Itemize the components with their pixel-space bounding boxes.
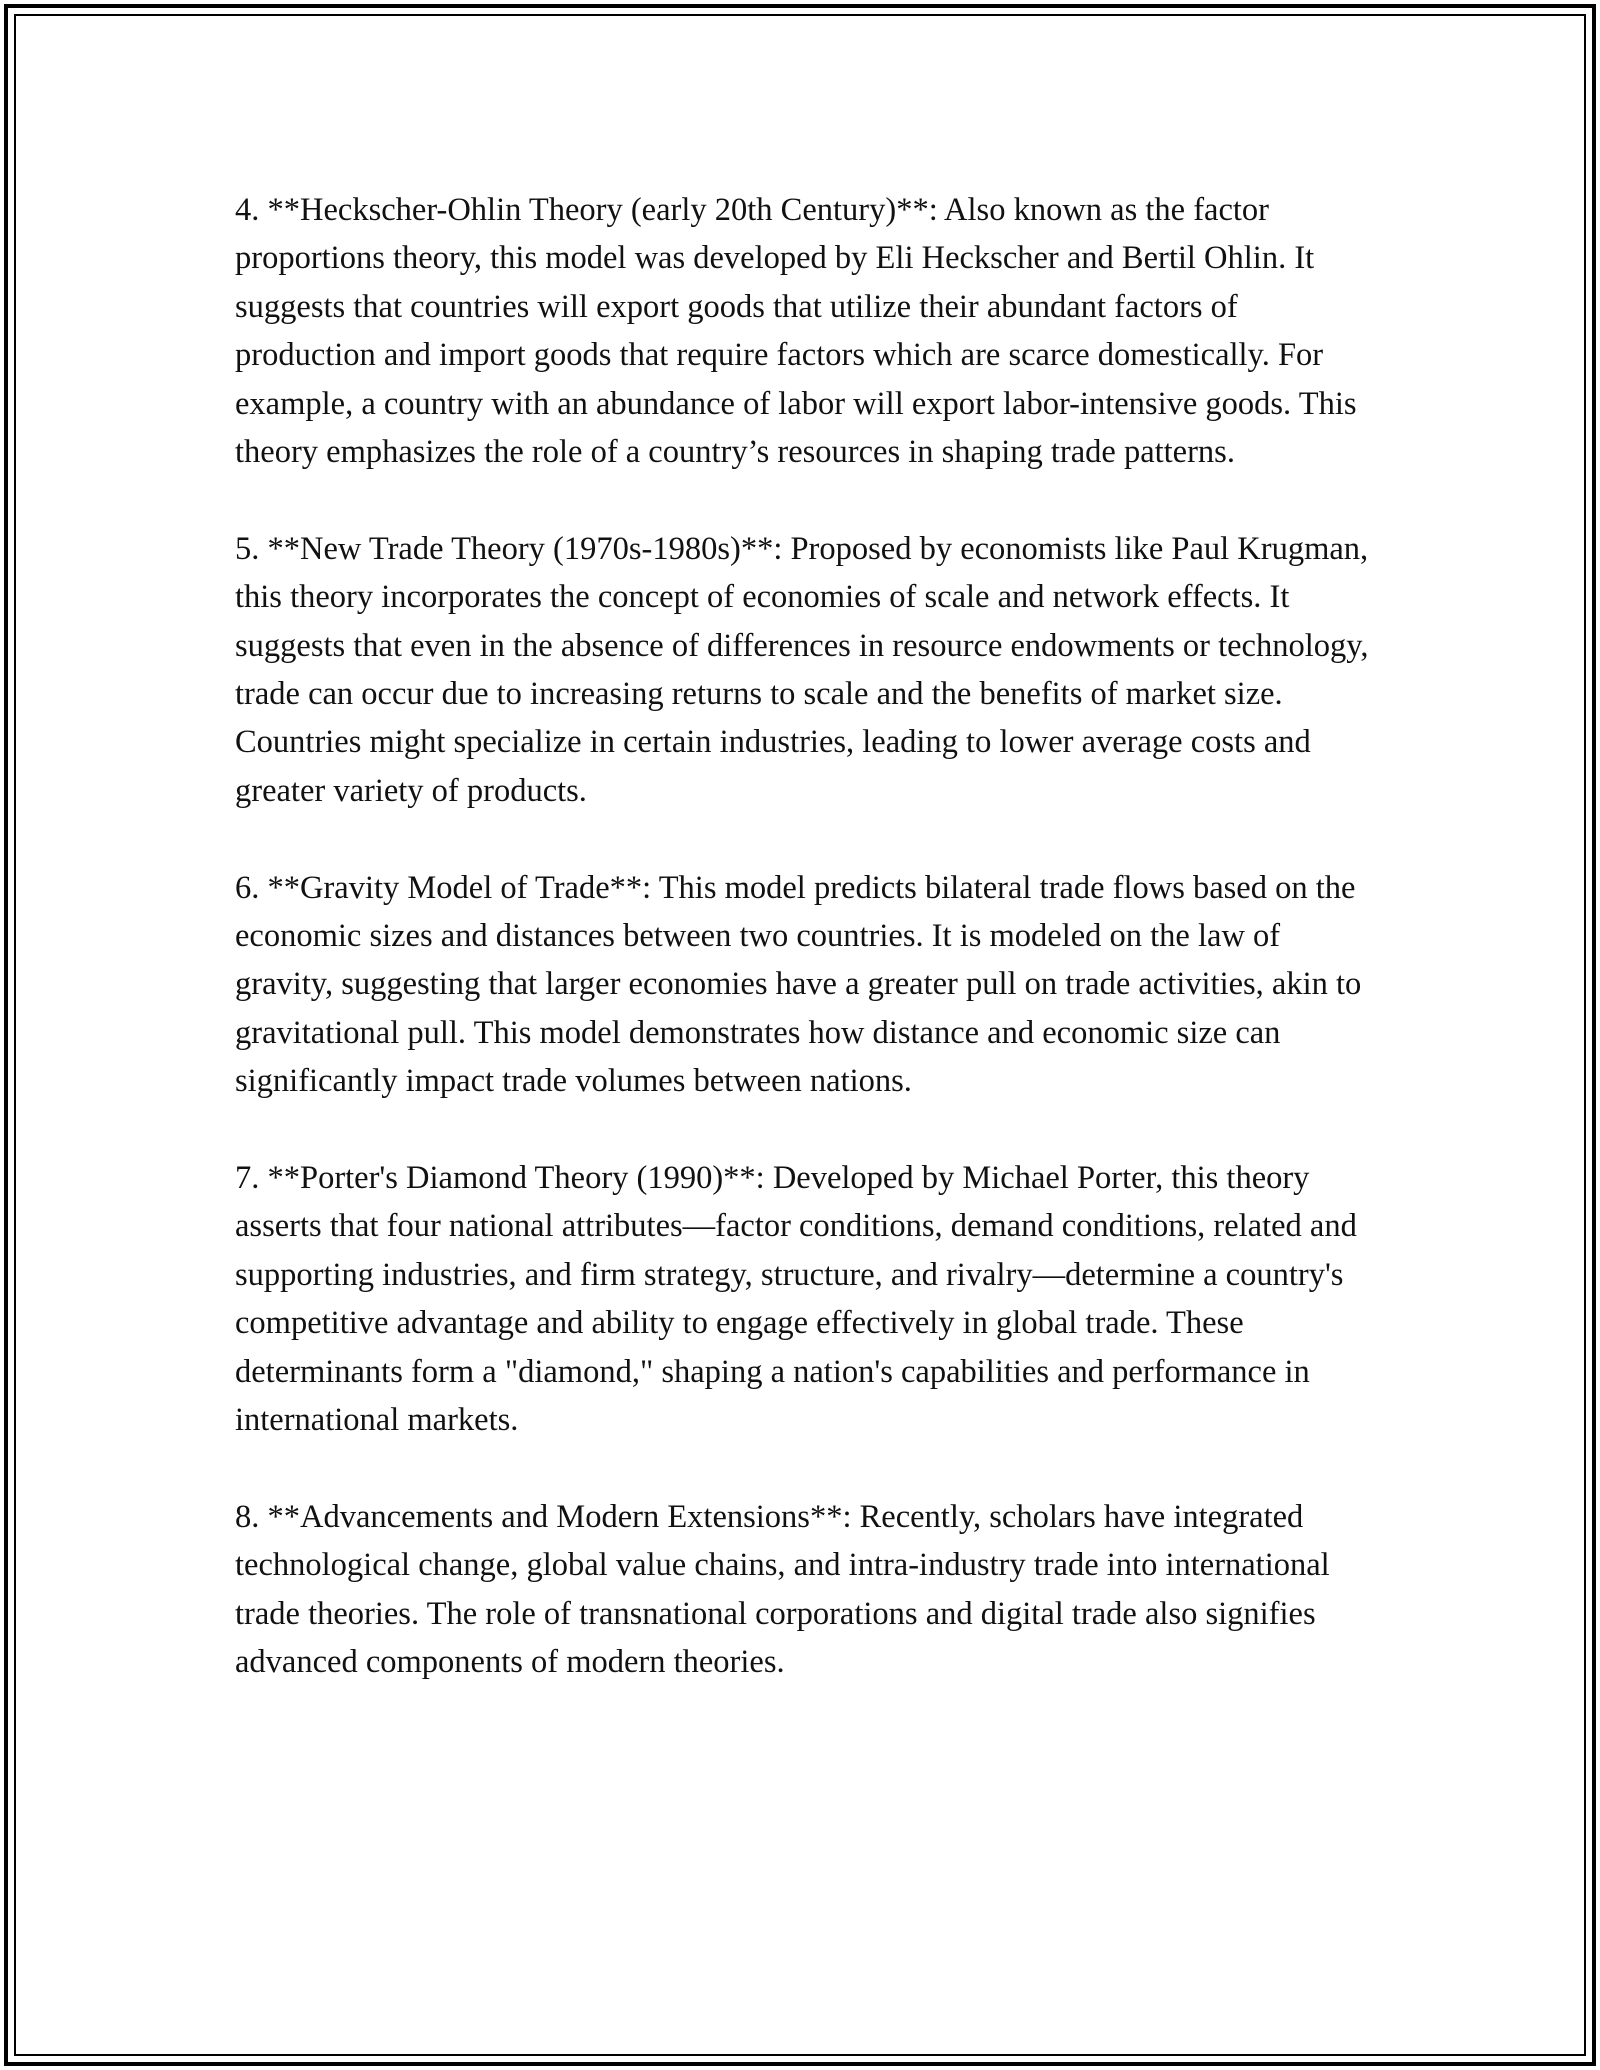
- paragraph-heckscher-ohlin: 4. **Heckscher-Ohlin Theory (early 20th Century)**: Also known as the factor proportions theory, this model was developed by Eli Heckscher and Bertil Ohlin. It suggests that countries will export goods that utilize their abundant factors of production and import goods that require factors which are scarce domestically. For example, a country with an abundance of labor will export labor-intensive goods. This theory emphasizes the role of a country’s resources in shaping trade patterns.: [235, 192, 1357, 471]
- paragraph-modern-extensions: 8. **Advancements and Modern Extensions**: Recently, scholars have integrated technological change, global value chains, and intra-industry trade into international trade theories. The role of transnational corporations and digital trade also signifies advanced components of modern theories.: [235, 1498, 1330, 1681]
- paragraph-gravity-model: 6. **Gravity Model of Trade**: This model predicts bilateral trade flows based on the economic sizes and distances between two countries. It is modeled on the law of gravity, suggesting that larger economies have a greater pull on trade activities, akin to gravitational pull. This model demonstrates how distance and economic size can significantly impact trade volumes between nations.: [235, 869, 1362, 1100]
- paragraph-new-trade-theory: 5. **New Trade Theory (1970s-1980s)**: Proposed by economists like Paul Krugman, this theory incorporates the concept of economies of scale and network effects. It suggests that even in the absence of differences in resource endowments or technology, trade can occur due to increasing returns to scale and the benefits of market size. Countries might specialize in certain industries, leading to lower average costs and greater variety of products.: [235, 530, 1369, 809]
- paragraph-porters-diamond: 7. **Porter's Diamond Theory (1990)**: Developed by Michael Porter, this theory asserts that four national attributes—factor conditions, demand conditions, related and supporting industries, and firm strategy, structure, and rivalry—determine a country's competitive advantage and ability to engage effectively in global trade. These determinants form a "diamond," shaping a nation's capabilities and performance in international markets.: [235, 1160, 1357, 1439]
- document-body: [235, 186, 1375, 1735]
